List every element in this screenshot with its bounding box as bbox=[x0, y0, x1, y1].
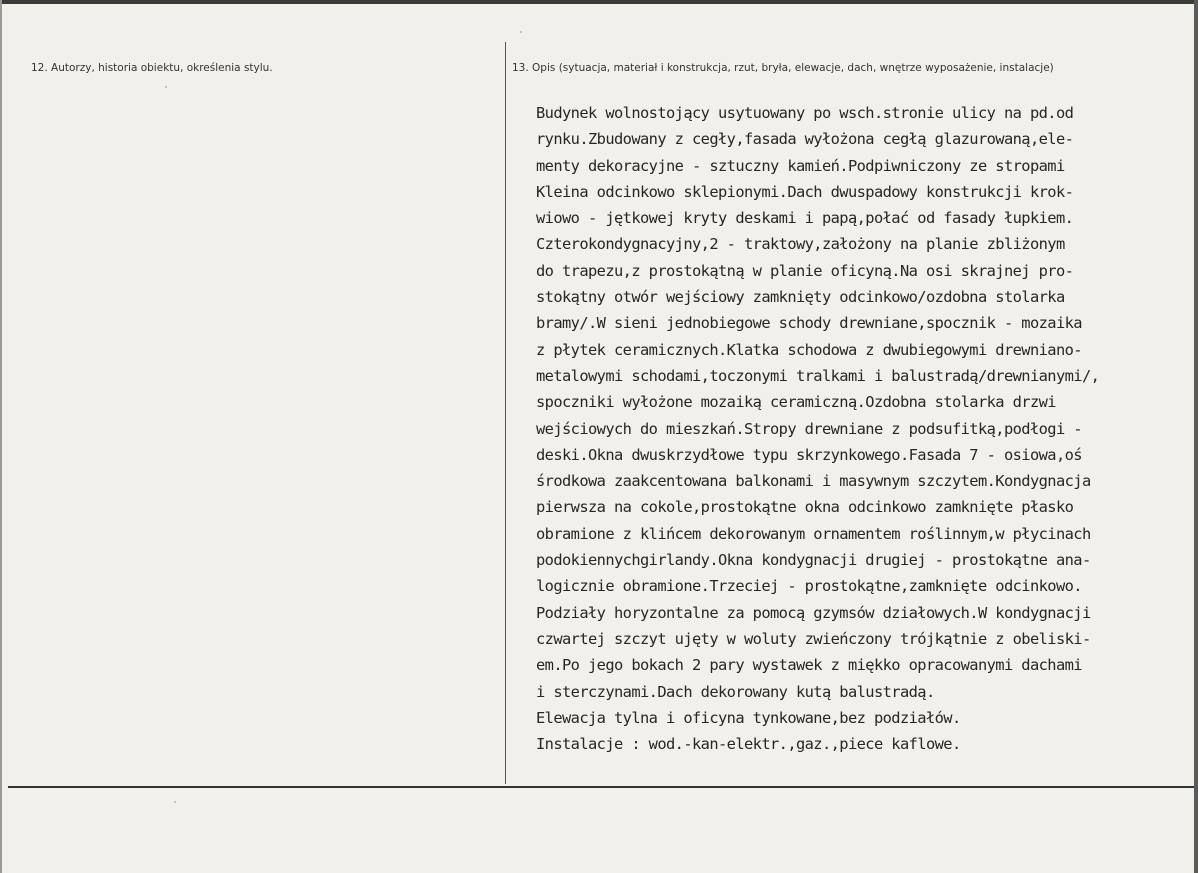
description-line: logicznie obramione.Trzeciej - prostokątne,zamknięte odcinkowo. bbox=[536, 577, 1082, 596]
description-line: rynku.Zbudowany z cegły,fasada wyłożona cegłą glazurowaną,ele- bbox=[536, 130, 1074, 149]
description-line: bramy/.W sieni jednobiegowe schody drewniane,spocznik - mozaika bbox=[536, 314, 1082, 333]
description-line: podokiennychgirlandy.Okna kondygnacji drugiej - prostokątne ana- bbox=[536, 551, 1091, 570]
description-line: Budynek wolnostojący usytuowany po wsch.stronie ulicy na pd.od bbox=[536, 104, 1074, 122]
description-line: Instalacje : wod.-kan-elektr.,gaz.,piece kaflowe. bbox=[536, 735, 961, 754]
description-line: menty dekoracyjne - sztuczny kamień.Podpiwniczony ze stropami bbox=[536, 156, 1065, 175]
description-line: deski.Okna dwuskrzydłowe typu skrzynkowego.Fasada 7 - osiowa,oś bbox=[536, 445, 1082, 464]
description-line: z płytek ceramicznych.Klatka schodowa z dwubiegowymi drewniano- bbox=[536, 340, 1082, 359]
paper-speck bbox=[520, 31, 522, 33]
description-line: Elewacja tylna i oficyna tynkowane,bez podziałów. bbox=[536, 708, 961, 727]
description-line: pierwsza na cokole,prostokątne okna odcinkowo zamknięte płasko bbox=[536, 498, 1074, 517]
paper-speck bbox=[165, 86, 167, 88]
description-line: metalowymi schodami,toczonymi tralkami i balustradą/drewnianymi/, bbox=[536, 366, 1100, 385]
left-edge-shadow bbox=[0, 0, 2, 873]
description-line: Kleina odcinkowo sklepionymi.Dach dwuspadowy konstrukcji krok- bbox=[536, 182, 1074, 201]
right-edge-shadow bbox=[1194, 0, 1198, 873]
description-line: em.Po jego bokach 2 pary wystawek z miękko opracowanymi dachami bbox=[536, 656, 1082, 675]
paper-speck bbox=[174, 801, 176, 803]
description-line: i sterczynami.Dach dekorowany kutą balustradą. bbox=[536, 682, 935, 701]
description-line: wejściowych do mieszkań.Stropy drewniane z podsufitką,podłogi - bbox=[536, 419, 1082, 438]
description-line: wiowo - jętkowej kryty deskami i papą,połać od fasady łupkiem. bbox=[536, 209, 1074, 228]
description-line: stokątny otwór wejściowy zamknięty odcinkowo/ozdobna stolarka bbox=[536, 288, 1065, 307]
description-line: obramione z klińcem dekorowanym ornamentem roślinnym,w płycinach bbox=[536, 524, 1091, 543]
column-divider bbox=[505, 42, 506, 784]
section-12-heading: 12. Autorzy, historia obiektu, określenia stylu. bbox=[31, 62, 273, 74]
description-line: Podziały horyzontalne za pomocą gzymsów działowych.W kondygnacji bbox=[536, 603, 1091, 622]
description-line: Czterokondygnacyjny,2 - traktowy,założony na planie zbliżonym bbox=[536, 235, 1065, 254]
description-line: środkowa zaakcentowana balkonami i masywnym szczytem.Kondygnacja bbox=[536, 472, 1091, 491]
section-13-heading: 13. Opis (sytuacja, materiał i konstrukcja, rzut, bryła, elewacje, dach, wnętrze wyposażenie, instalacje) bbox=[512, 62, 1054, 74]
top-edge-rule bbox=[0, 0, 1198, 4]
description-line: czwartej szczyt ujęty w woluty zwieńczony trójkątnie z obeliski- bbox=[536, 629, 1091, 648]
description-line: do trapezu,z prostokątną w planie oficyną.Na osi skrajnej pro- bbox=[536, 261, 1074, 280]
description-text bbox=[536, 100, 1186, 757]
bottom-rule bbox=[8, 786, 1194, 788]
description-line: spoczniki wyłożone mozaiką ceramiczną.Ozdobna stolarka drzwi bbox=[536, 393, 1056, 412]
